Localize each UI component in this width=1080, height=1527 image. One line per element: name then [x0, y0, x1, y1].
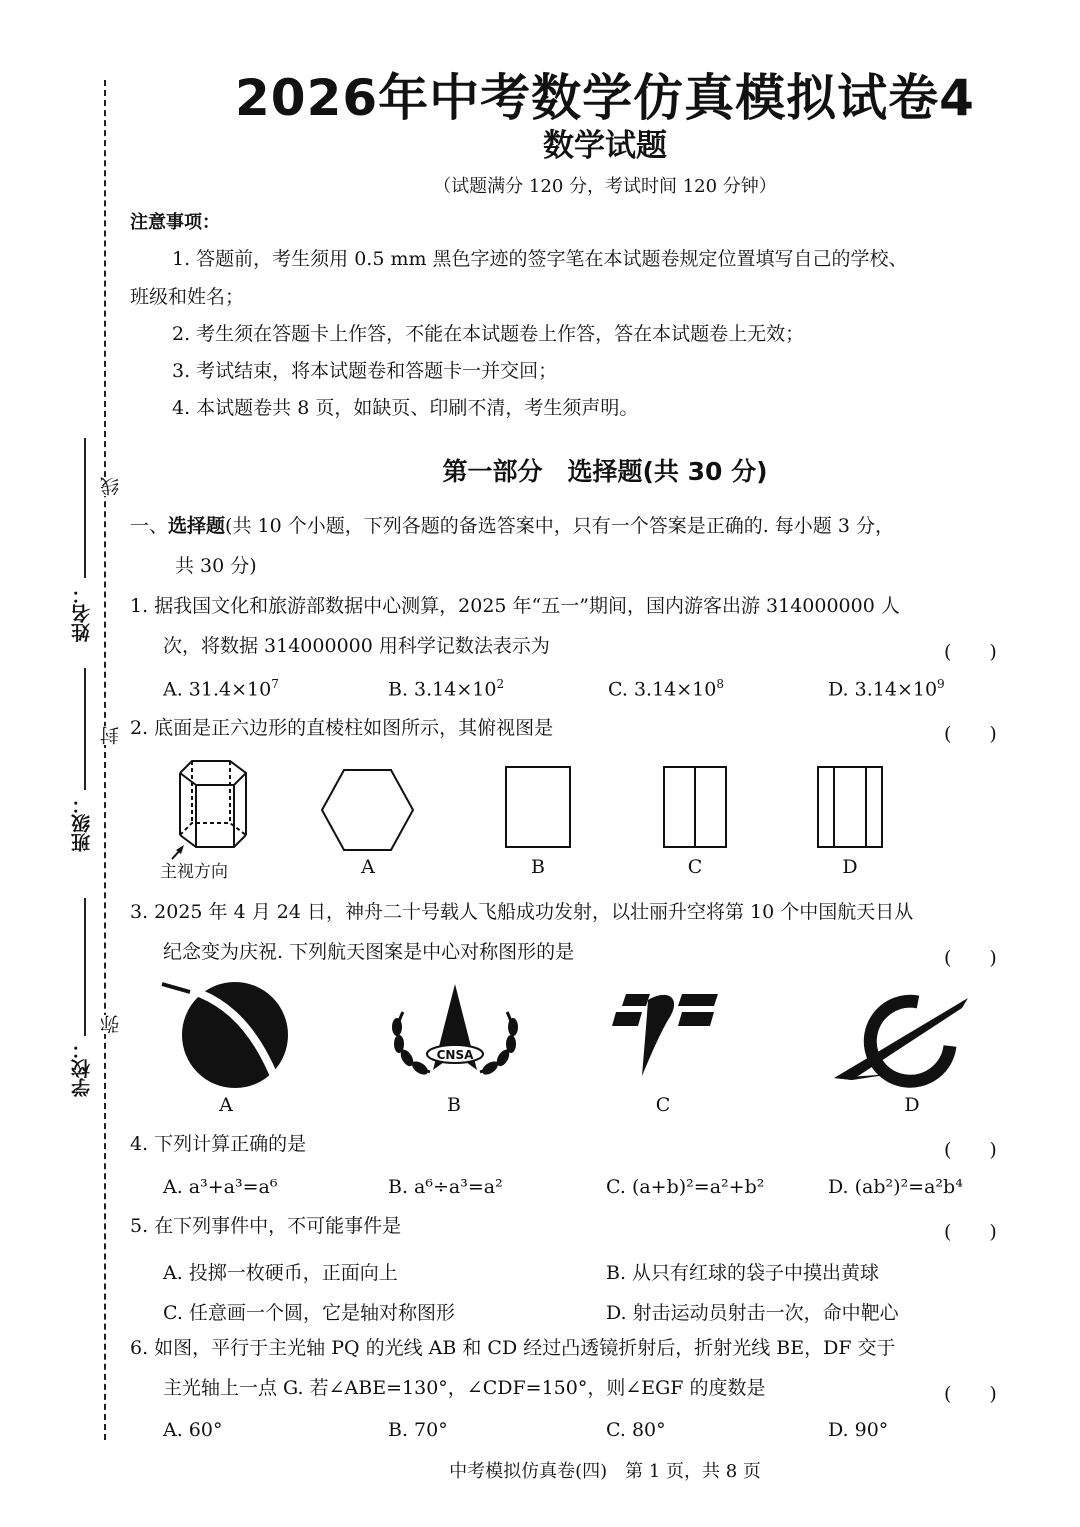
hexagonal-prism-figure — [170, 755, 270, 865]
q5-option-a[interactable]: A. 投掷一枚硬币，正面向上 — [163, 1262, 398, 1284]
section-intro-b: 共 30 分) — [175, 555, 257, 577]
notes-heading: 注意事项： — [130, 212, 220, 233]
q3-label-a: A — [219, 1094, 233, 1116]
note-2: 2. 考生须在答题卡上作答，不能在本试题卷上作答，答在本试题卷上无效； — [172, 323, 805, 345]
q3-answer-paren[interactable]: ( ) — [944, 947, 997, 969]
q5-answer-paren[interactable]: ( ) — [944, 1221, 997, 1243]
q6-answer-paren[interactable]: ( ) — [944, 1383, 997, 1405]
q1-option-d[interactable] — [828, 677, 945, 700]
q5-option-c[interactable]: C. 任意画一个圆，它是轴对称图形 — [163, 1302, 455, 1324]
note-3: 3. 考试结束，将本试题卷和答题卡一并交回； — [172, 360, 558, 382]
q1-answer-paren[interactable]: ( ) — [944, 641, 997, 663]
exam-title: 2026年中考数学仿真模拟试卷4 — [235, 69, 975, 127]
school-label: 学校： — [71, 1040, 93, 1097]
class-label: 班级： — [71, 795, 93, 852]
q2-label-d: D — [842, 856, 858, 878]
q1-option-c-exp: 8 — [716, 677, 724, 691]
exam-info: （试题满分 120 分，考试时间 120 分钟） — [433, 176, 777, 197]
q6-line2: 主光轴上一点 G. 若∠ABE=130°，∠CDF=150°，则∠EGF 的度数是 — [163, 1377, 766, 1399]
q4-option-a[interactable]: A. a³+a³=a⁶ — [163, 1176, 278, 1198]
q6-option-b[interactable]: B. 70° — [388, 1419, 448, 1441]
q2-label-b: B — [531, 856, 545, 878]
q1-option-c[interactable] — [608, 677, 724, 700]
q4-option-d[interactable]: D. (ab²)²=a²b⁴ — [828, 1176, 963, 1198]
q1-option-c-text: C. 3.14×10 — [608, 678, 717, 701]
q1-option-b-exp: 2 — [496, 677, 505, 691]
q3-logo-b-cnsa-icon[interactable] — [385, 982, 525, 1082]
q3-label-d: D — [904, 1094, 920, 1116]
q5-option-b[interactable]: B. 从只有红球的袋子中摸出黄球 — [606, 1262, 880, 1284]
q5-line1: 5. 在下列事件中，不可能事件是 — [130, 1215, 402, 1237]
q3-line2: 纪念变为庆祝. 下列航天图案是中心对称图形的是 — [163, 941, 575, 963]
q2-label-a: A — [361, 856, 375, 878]
q3-logo-d-icon[interactable] — [832, 990, 972, 1085]
q1-option-a[interactable] — [163, 677, 279, 700]
seal-dashed-line — [104, 80, 106, 1440]
q4-option-b[interactable]: B. a⁶÷a³=a² — [388, 1176, 503, 1198]
q6-option-a[interactable]: A. 60° — [163, 1419, 223, 1441]
q3-line1: 3. 2025 年 4 月 24 日，神舟二十号载人飞船成功发射，以壮丽升空将第 10 个中国航天日从 — [130, 901, 914, 923]
q6-line1: 6. 如图，平行于主光轴 PQ 的光线 AB 和 CD 经过凸透镜折射后，折射光线 BE，DF 交于 — [130, 1337, 896, 1359]
q1-line2: 次，将数据 314000000 用科学记数法表示为 — [163, 635, 550, 657]
q3-cnsa-text: CNSA — [436, 1048, 474, 1062]
seal-mark-mi: 弥 — [97, 1015, 124, 1034]
section-intro-rest: (共 10 个小题，下列各题的备选答案中，只有一个答案是正确的. 每小题 3 分， — [225, 515, 894, 537]
school-field[interactable] — [84, 898, 86, 1036]
q2-line1: 2. 底面是正六边形的直棱柱如图所示，其俯视图是 — [130, 717, 554, 739]
note-4: 4. 本试题卷共 8 页，如缺页、印刷不清，考生须声明。 — [172, 397, 639, 419]
q1-option-b[interactable] — [388, 677, 504, 700]
exam-subtitle: 数学试题 — [543, 128, 667, 164]
section-intro-bold: 选择题 — [168, 515, 226, 537]
seal-mark-feng: 封 — [97, 726, 124, 745]
q6-option-c[interactable]: C. 80° — [606, 1419, 666, 1441]
section-intro-a — [130, 517, 894, 536]
q2-option-d-figure[interactable] — [817, 766, 883, 848]
q2-view-direction-label: 主视方向 — [160, 862, 228, 882]
q4-option-c[interactable]: C. (a+b)²=a²+b² — [606, 1176, 765, 1198]
q3-logo-a-planet-icon[interactable] — [160, 980, 295, 1090]
page-footer: 中考模拟仿真卷(四) 第 1 页，共 8 页 — [449, 1461, 761, 1482]
q1-option-a-exp: 7 — [271, 677, 279, 691]
q4-line1: 4. 下列计算正确的是 — [130, 1133, 307, 1155]
name-field[interactable] — [84, 438, 86, 578]
seal-mark-line: 线 — [97, 477, 124, 496]
q1-option-d-text: D. 3.14×10 — [828, 678, 938, 701]
q3-logo-c-icon[interactable] — [608, 990, 723, 1080]
q2-option-b-figure[interactable] — [505, 766, 571, 848]
section-heading: 第一部分 选择题(共 30 分) — [442, 457, 768, 486]
q2-option-c-figure[interactable] — [663, 766, 727, 848]
note-1a: 1. 答题前，考生须用 0.5 mm 黑色字迹的签字笔在本试题卷规定位置填写自己的学校、 — [172, 248, 908, 270]
q3-label-b: B — [447, 1094, 461, 1116]
q4-answer-paren[interactable]: ( ) — [944, 1139, 997, 1161]
q2-label-c: C — [687, 856, 703, 878]
name-label: 姓名： — [71, 585, 93, 642]
q1-option-d-exp: 9 — [937, 677, 945, 691]
class-field[interactable] — [84, 668, 86, 790]
q1-option-b-text: B. 3.14×10 — [388, 678, 497, 701]
note-1b: 班级和姓名； — [130, 286, 245, 308]
q2-answer-paren[interactable]: ( ) — [944, 723, 997, 745]
q2-option-a-figure[interactable] — [320, 768, 415, 853]
q1-option-a-text: A. 31.4×10 — [163, 678, 272, 701]
q6-option-d[interactable]: D. 90° — [828, 1419, 889, 1441]
q3-label-c: C — [655, 1094, 671, 1116]
q5-option-d[interactable]: D. 射击运动员射击一次，命中靶心 — [606, 1302, 899, 1324]
section-intro-prefix: 一、 — [130, 515, 169, 537]
q1-line1: 1. 据我国文化和旅游部数据中心测算，2025 年“五一”期间，国内游客出游 314000000 人 — [130, 595, 900, 617]
